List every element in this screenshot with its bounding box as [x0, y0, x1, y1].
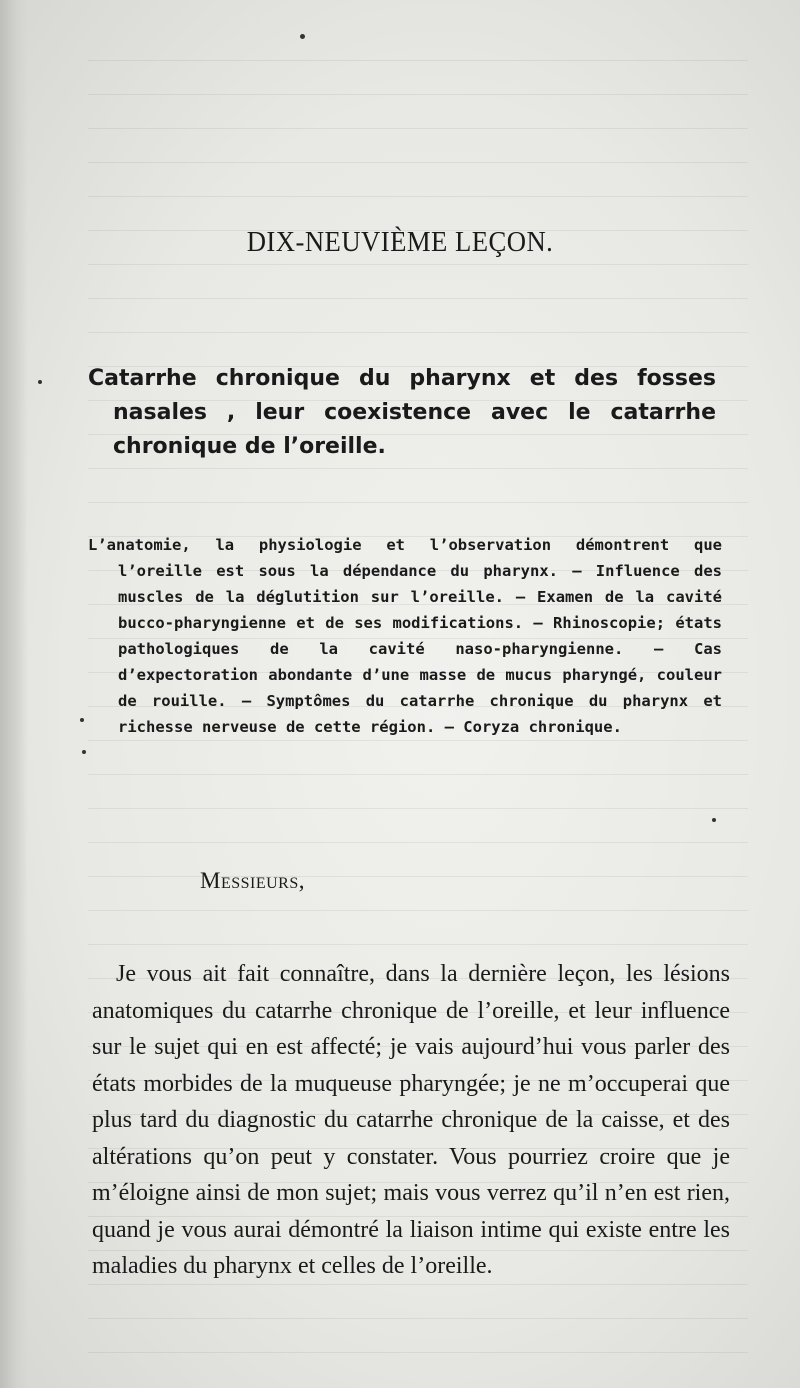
body-paragraph: Je vous ait fait connaître, dans la dernière leçon, les lésions anatomiques du catarrhe chronique de l’oreille, et leur influence sur le sujet qui en est affecté; je vais aujourd’hui vous parler des états morbides de la muqueuse pharyngée; je ne m’occuperai que plus tard du diagnostic du catarrhe chronique de la caisse, et des altérations qu’on peut y constater. Vous pourriez croire que je m’éloigne ainsi de mon sujet; mais vous verrez qu’il n’en est rien, quand je vous aurai démontré la liaison intime qui existe entre les maladies du pharynx et celles de l’oreille.	[92, 961, 730, 1279]
chapter-summary: L’anatomie, la physiologie et l’observation démontrent que l’oreille est sous la dépendance du pharynx. — Influence des muscles de la déglutition sur l’oreille. — Examen de la cavité bucco-pharyngienne et de ses modifications. — Rhinoscopie; états pathologiques de la cavité naso-pharyngienne. — Cas d’expectoration abondante d’une masse de mucus pharyngé, couleur de rouille. — Symptômes du catarrhe chronique du pharynx et richesse nerveuse de cette région. — Coryza chronique.	[88, 536, 722, 736]
chapter-subject: Catarrhe chronique du pharynx et des fosses nasales , leur coexistence avec le catarrhe chronique de l’oreille.	[88, 366, 716, 459]
ink-speck	[82, 750, 86, 754]
ink-speck	[38, 380, 42, 384]
ink-speck	[80, 718, 84, 722]
page-gutter-shadow	[0, 0, 28, 1388]
salutation: Messieurs,	[200, 868, 305, 893]
ink-speck	[300, 34, 305, 39]
chapter-title: DIX-NEUVIÈME LEÇON.	[246, 226, 554, 258]
ink-speck	[712, 818, 716, 822]
